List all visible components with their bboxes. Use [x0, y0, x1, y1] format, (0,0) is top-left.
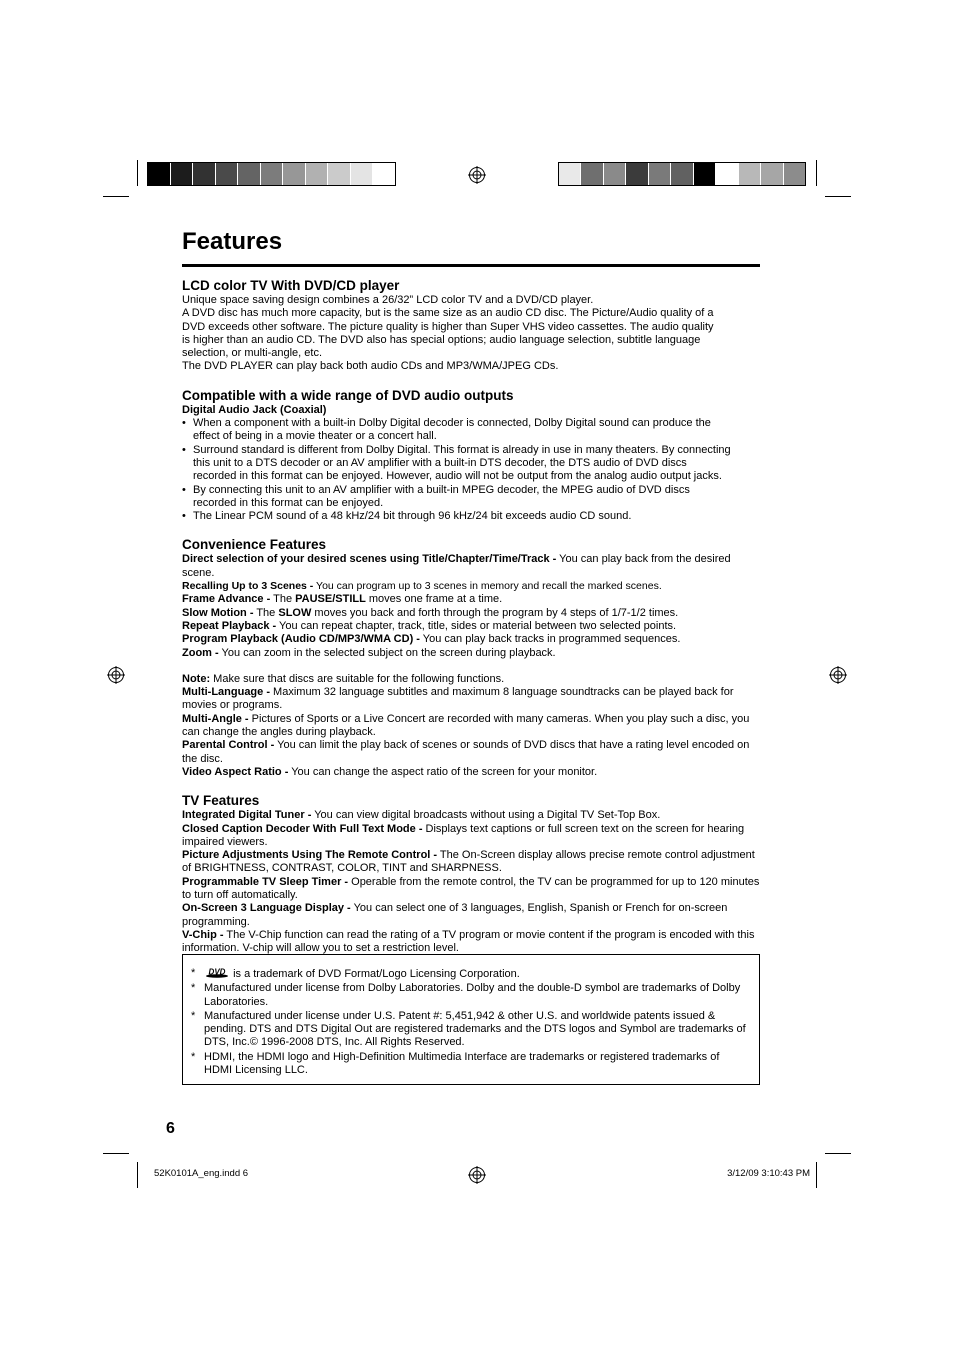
- color-swatch: [261, 163, 284, 185]
- dvd-logo-icon: [204, 967, 230, 978]
- color-swatch: [148, 163, 171, 185]
- list-item: * DVD is a trademark of DVD Format/Logo Licensing Corporation.: [191, 967, 749, 981]
- feature-item: V-Chip - The V-Chip function can read the rating of a TV program or movie content if the program is encoded with this information. V-chip will allow you to set a restriction level.: [182, 928, 755, 955]
- section-heading: LCD color TV With DVD/CD player: [182, 278, 400, 293]
- color-swatch: [351, 163, 374, 185]
- paragraph-line: Unique space saving design combines a 26/32” LCD color TV and a DVD/CD player.: [182, 294, 594, 306]
- color-swatch: [784, 163, 805, 185]
- trademark-notice-box: [182, 954, 760, 1085]
- paragraph-line: selection, or multi-angle, etc.: [182, 347, 323, 360]
- feature-item: Picture Adjustments Using The Remote Control - The On-Screen display allows precise remote control adjustment of BRIGHTNESS, CONTRAST, COLOR, TINT and SHARPNESS.: [182, 849, 755, 875]
- color-swatch: [581, 163, 603, 185]
- registration-mark-icon: [107, 666, 125, 684]
- list-item: * Manufactured under license from Dolby Laboratories. Dolby and the double-D symbol are trademarks of Dolby Laboratories.: [191, 982, 749, 1009]
- color-swatch: [716, 163, 738, 185]
- feature-item: Recalling Up to 3 Scenes - You can program up to 3 scenes in memory and recall the marked scenes.: [182, 580, 662, 593]
- trademark-list: [191, 967, 749, 1077]
- color-swatch: [694, 163, 716, 185]
- feature-item: Program Playback (Audio CD/MP3/WMA CD) - You can play back tracks in programmed sequences.: [182, 633, 681, 646]
- note: Note: Make sure that discs are suitable for the following functions.: [182, 672, 505, 685]
- color-swatch: [216, 163, 239, 185]
- feature-item: Multi-Language - Maximum 32 language subtitles and maximum 8 language soundtracks can be played back for movies or programs.: [182, 686, 734, 712]
- feature-item: Slow Motion - The SLOW moves you back and forth through the program by 4 steps of 1/7-1/2 times.: [182, 606, 679, 619]
- color-swatch: [171, 163, 194, 185]
- section-heading: TV Features: [182, 793, 260, 809]
- feature-item: Programmable TV Sleep Timer - Operable from the remote control, the TV can be programmed for up to 120 minutes to turn off automatically.: [182, 875, 760, 901]
- list-item: * HDMI, the HDMI logo and High-Definition Multimedia Interface are trademarks or registered trademarks of HDMI Licensing LLC.: [191, 1051, 749, 1078]
- feature-item: Direct selection of your desired scenes using Title/Chapter/Time/Track - You can play back from the desired scene.: [182, 553, 731, 579]
- color-swatch: [328, 163, 351, 185]
- page-title: Features: [182, 228, 283, 255]
- color-swatch: [306, 163, 329, 185]
- bullet-list: [182, 417, 760, 523]
- color-swatch: [283, 163, 306, 185]
- list-item: * Manufactured under license under U.S. Patent #: 5,451,942 & other U.S. and worldwide patents issued & pending. DTS and DTS Digital Out are registered trademarks and the DTS logos and Symbol are trademarks of DTS, Inc.© 1996-2008 DTS, Inc. All Rights Reserved.: [191, 1010, 749, 1050]
- color-bar-right: [558, 162, 806, 186]
- registration-mark-icon: [468, 166, 486, 184]
- feature-item: Repeat Playback - You can repeat chapter, track, title, sides or material between two selected points.: [182, 619, 677, 632]
- section-tv: [182, 793, 760, 955]
- paragraph-line: The DVD PLAYER can play back both audio CDs and MP3/WMA/JPEG CDs.: [182, 360, 559, 373]
- page-content: [182, 228, 760, 955]
- feature-item: Video Aspect Ratio - You can change the aspect ratio of the screen for your monitor.: [182, 765, 598, 778]
- paragraph-line: A DVD disc has much more capacity, but is the same size as an audio CD disc. The Picture/Audio quality of a: [182, 307, 714, 320]
- feature-item: Zoom - You can zoom in the selected subject on the screen during playback.: [182, 646, 556, 659]
- crop-mark: [816, 160, 817, 186]
- list-item: • When a component with a built-in Dolby Digital decoder is connected, Dolby Digital sound can produce the effect of being in a movie theater or a concert hall.: [182, 417, 760, 444]
- registration-mark-icon: [829, 666, 847, 684]
- slug-timestamp: 3/12/09 3:10:43 PM: [727, 1168, 810, 1179]
- crop-mark: [137, 1162, 138, 1188]
- feature-item: Closed Caption Decoder With Full Text Mode - Displays text captions or full screen text on the screen for hearing impaired viewers.: [182, 822, 745, 848]
- page-number: 6: [166, 1120, 175, 1137]
- color-swatch: [626, 163, 648, 185]
- feature-item: Integrated Digital Tuner - You can view digital broadcasts without using a Digital TV Set-Top Box.: [182, 809, 661, 822]
- color-swatch: [373, 163, 395, 185]
- feature-item: On-Screen 3 Language Display - You can select one of 3 languages, English, Spanish or French for on-screen programming.: [182, 902, 728, 928]
- crop-mark: [816, 1162, 817, 1188]
- svg-text:DVD: * DVD: [208, 967, 226, 977]
- feature-item: Multi-Angle - Pictures of Sports or a Live Concert are recorded with many cameras. When you play such a disc, you can change the angles during playback.: [182, 712, 750, 739]
- color-swatch: [604, 163, 626, 185]
- list-item: • Surround standard is different from Dolby Digital. This format is already in use in many theaters. By connecting this unit to a DTS decoder or an AV amplifier with a built-in DTS decoder, the DTS audio of DVD discs recorded in this format can be enjoyed. However, audio will not be output from the analog audio output jacks.: [182, 444, 760, 484]
- color-swatch: [761, 163, 783, 185]
- crop-mark: [825, 196, 851, 197]
- crop-mark: [137, 160, 138, 186]
- color-swatch: [238, 163, 261, 185]
- section-heading: Compatible with a wide range of DVD audio outputs: [182, 387, 514, 403]
- section-heading: Convenience Features: [182, 537, 327, 553]
- feature-item: Parental Control - You can limit the play back of scenes or sounds of DVD discs that have a rating level encoded on the disc.: [182, 739, 750, 765]
- section-convenience: [182, 537, 760, 779]
- list-item: • By connecting this unit to an AV amplifier with a built-in MPEG decoder, the MPEG audio of DVD discs recorded in this format can be enjoyed.: [182, 484, 760, 511]
- paragraph-line: DVD exceeds other software. The picture quality is higher than Super VHS video cassettes. The audio quality: [182, 320, 714, 333]
- color-swatch: [739, 163, 761, 185]
- title-rule: [182, 264, 760, 267]
- subheading: Digital Audio Jack (Coaxial): [182, 403, 327, 416]
- color-swatch: [559, 163, 581, 185]
- registration-mark-icon: [468, 1166, 486, 1184]
- list-item: • The Linear PCM sound of a 48 kHz/24 bit through 96 kHz/24 bit exceeds audio CD sound.: [182, 510, 760, 523]
- color-swatch: [649, 163, 671, 185]
- crop-mark: [103, 1153, 129, 1154]
- feature-item: Frame Advance - The PAUSE/STILL moves one frame at a time.: [182, 593, 503, 606]
- color-swatch: [193, 163, 216, 185]
- color-swatch: [671, 163, 693, 185]
- section-audio: [182, 388, 760, 524]
- crop-mark: [103, 196, 129, 197]
- slug-filename: 52K0101A_eng.indd 6: [154, 1168, 249, 1179]
- crop-mark: [825, 1153, 851, 1154]
- paragraph-line: is higher than an audio CD. The DVD also has special options; audio language selection, subtitle language: [182, 333, 701, 346]
- color-bar-left: [147, 162, 396, 186]
- section-lcd: [182, 278, 760, 374]
